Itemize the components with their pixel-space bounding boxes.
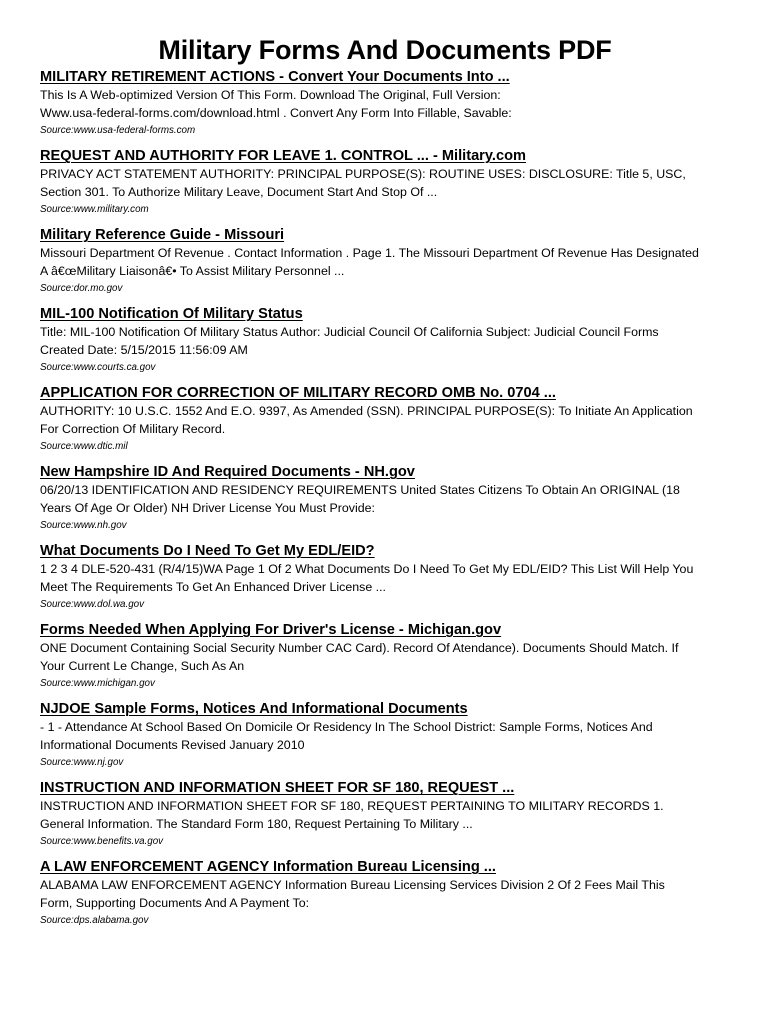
result-snippet-line: Www.usa-federal-forms.com/download.html . Convert Any Form Into Fillable, Savable: <box>40 106 512 120</box>
result-snippet-line: - 1 - Attendance At School Based On Domicile Or Residency In The School District: Sample Forms, Notices And <box>40 720 653 734</box>
result-title-link[interactable]: APPLICATION FOR CORRECTION OF MILITARY RECORD OMB No. 0704 ... <box>40 385 556 401</box>
result-source: Source:www.dol.wa.gov <box>40 599 145 610</box>
result-source: Source:www.dtic.mil <box>40 441 128 452</box>
list-item <box>40 383 740 462</box>
result-snippet-line: Form, Supporting Documents And A Payment To: <box>40 896 310 910</box>
list-item <box>40 541 740 620</box>
result-snippet-line: Missouri Department Of Revenue . Contact Information . Page 1. The Missouri Department Of Revenue Has Designated <box>40 246 699 260</box>
result-title-link[interactable]: Forms Needed When Applying For Driver's License - Michigan.gov <box>40 622 502 638</box>
result-title-link[interactable]: A LAW ENFORCEMENT AGENCY Information Bureau Licensing ... <box>40 859 496 875</box>
result-snippet-line: 06/20/13 IDENTIFICATION AND RESIDENCY REQUIREMENTS United States Citizens To Obtain An ORIGINAL (18 <box>40 483 680 497</box>
result-snippet-line: Meet The Requirements To Get An Enhanced Driver License ... <box>40 580 386 594</box>
result-title-link[interactable]: Military Reference Guide - Missouri <box>40 227 285 243</box>
result-snippet-line: AUTHORITY: 10 U.S.C. 1552 And E.O. 9397, As Amended (SSN). PRINCIPAL PURPOSE(S): To Initiate An Application <box>40 404 693 418</box>
result-title-link[interactable]: REQUEST AND AUTHORITY FOR LEAVE 1. CONTROL ... - Military.com <box>40 148 526 164</box>
result-source: Source:www.courts.ca.gov <box>40 362 156 373</box>
list-item <box>40 225 740 304</box>
result-title-link[interactable]: What Documents Do I Need To Get My EDL/EID? <box>40 543 375 559</box>
list-item <box>40 699 740 778</box>
result-title-link[interactable]: MILITARY RETIREMENT ACTIONS - Convert Your Documents Into ... <box>40 69 510 85</box>
result-title-link[interactable]: New Hampshire ID And Required Documents - NH.gov <box>40 464 415 480</box>
result-snippet-line: General Information. The Standard Form 180, Request Pertaining To Military ... <box>40 817 473 831</box>
result-title-link[interactable]: MIL-100 Notification Of Military Status <box>40 306 303 322</box>
result-snippet-line: This Is A Web-optimized Version Of This Form. Download The Original, Full Version: <box>40 88 501 102</box>
result-snippet-line: 1 2 3 4 DLE-520-431 (R/4/15)WA Page 1 Of 2 What Documents Do I Need To Get My EDL/EID? This List Will Help You <box>40 562 694 576</box>
result-snippet-line: A â€œMilitary Liaisonâ€• To Assist Military Personnel ... <box>40 264 345 278</box>
result-source: Source:www.benefits.va.gov <box>40 836 164 847</box>
page-title: Military Forms And Documents PDF <box>158 35 612 65</box>
list-item <box>40 462 740 541</box>
result-snippet-line: INSTRUCTION AND INFORMATION SHEET FOR SF 180, REQUEST PERTAINING TO MILITARY RECORDS 1. <box>40 799 664 813</box>
result-source: Source:dor.mo.gov <box>40 283 123 294</box>
result-snippet-line: For Correction Of Military Record. <box>40 422 226 436</box>
result-source: Source:www.nj.gov <box>40 757 124 768</box>
result-source: Source:www.michigan.gov <box>40 678 155 689</box>
result-snippet-line: Section 301. To Authorize Military Leave, Document Start And Stop Of ... <box>40 185 438 199</box>
result-source: Source:www.nh.gov <box>40 520 127 531</box>
list-item <box>40 146 740 225</box>
list-item <box>40 67 740 146</box>
list-item <box>40 304 740 383</box>
result-source: Source:dps.alabama.gov <box>40 915 149 926</box>
result-title-link[interactable]: NJDOE Sample Forms, Notices And Informational Documents <box>40 701 468 717</box>
result-snippet-line: Years Of Age Or Older) NH Driver License You Must Provide: <box>40 501 375 515</box>
result-snippet-line: PRIVACY ACT STATEMENT AUTHORITY: PRINCIPAL PURPOSE(S): ROUTINE USES: DISCLOSURE: Title 5, USC, <box>40 167 686 181</box>
result-snippet-line: Your Current Le Change, Such As An <box>40 659 245 673</box>
results-list <box>40 67 740 936</box>
list-item <box>40 778 740 857</box>
result-snippet-line: Created Date: 5/15/2015 11:56:09 AM <box>40 343 248 357</box>
result-snippet-line: Title: MIL-100 Notification Of Military Status Author: Judicial Council Of California Subject: Judicial Council Forms <box>40 325 659 339</box>
result-snippet-line: Informational Documents Revised January 2010 <box>40 738 305 752</box>
result-snippet-line: ALABAMA LAW ENFORCEMENT AGENCY Information Bureau Licensing Services Division 2 Of 2 Fees Mail This <box>40 878 665 892</box>
list-item <box>40 857 740 936</box>
result-snippet-line: ONE Document Containing Social Security Number CAC Card). Record Of Atendance). Documents Should Match. If <box>40 641 679 655</box>
result-title-link[interactable]: INSTRUCTION AND INFORMATION SHEET FOR SF 180, REQUEST ... <box>40 780 515 796</box>
list-item <box>40 620 740 699</box>
result-source: Source:www.usa-federal-forms.com <box>40 125 196 136</box>
result-source: Source:www.military.com <box>40 204 149 215</box>
